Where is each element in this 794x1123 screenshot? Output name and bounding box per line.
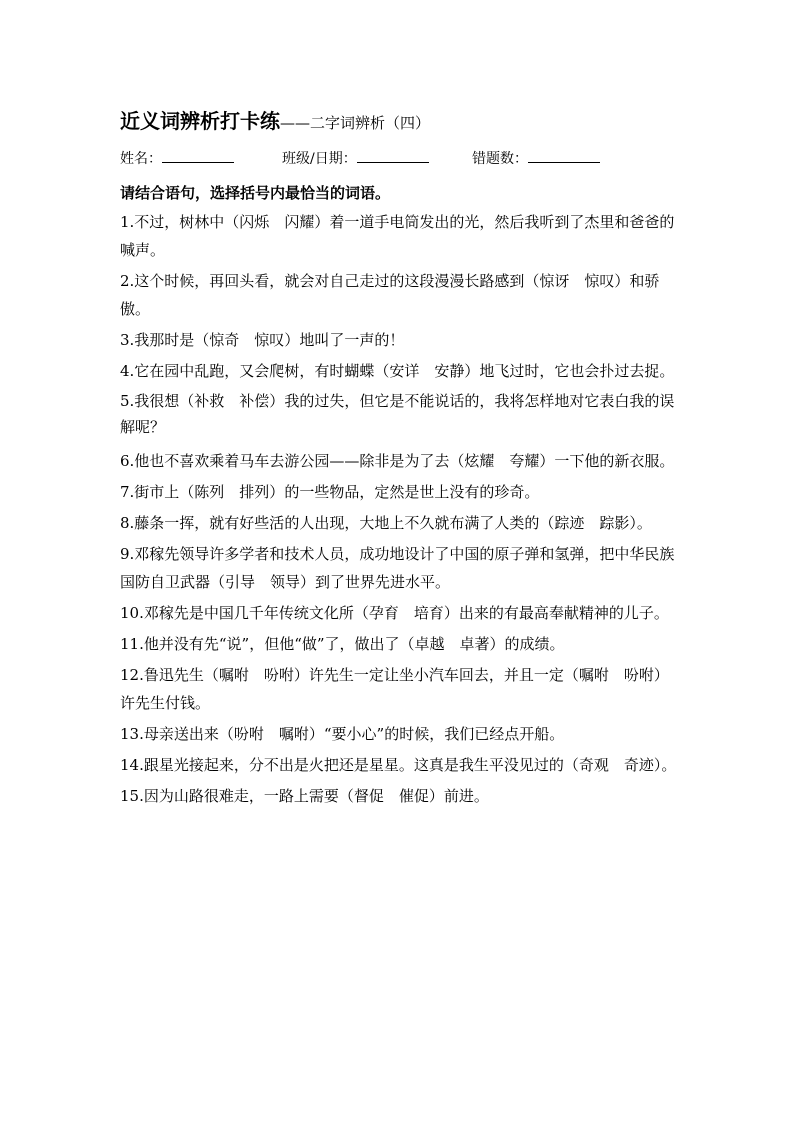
question-item: 12.鲁迅先生（嘱咐 吩咐）许先生一定让坐小汽车回去，并且一定（嘱咐 吩咐）许先生付钱。 <box>120 666 669 712</box>
question-item: 2.这个时候，再回头看，就会对自己走过的这段漫漫长路感到（惊讶 惊叹）和骄傲。 <box>120 272 660 318</box>
question-item: 6.他也不喜欢乘着马车去游公园——除非是为了去（炫耀 夸耀）一下他的新衣服。 <box>120 452 675 470</box>
instruction-text: 请结合语句，选择括号内最恰当的词语。 <box>120 184 391 202</box>
question-item: 7.街市上（陈列 排列）的一些物品，定然是世上没有的珍奇。 <box>120 483 540 501</box>
question-item: 10.邓稼先是中国几千年传统文化所（孕育 培育）出来的有最高奉献精神的儿子。 <box>120 604 669 622</box>
question-item: 13.母亲送出来（吩咐 嘱咐）“要小心”的时候，我们已经点开船。 <box>120 725 565 743</box>
title-sub: ——二字词辨析（四） <box>280 114 431 132</box>
question-item: 9.邓稼先领导许多学者和技术人员，成功地设计了中国的原子弹和氢弹，把中华民族国防自卫武器（引导 领导）到了世界先进水平。 <box>120 545 675 591</box>
question-item: 8.藤条一挥，就有好些活的人出现，大地上不久就布满了人类的（踪迹 踪影）。 <box>120 514 652 532</box>
page-title <box>120 108 680 136</box>
errors-field <box>472 148 672 169</box>
question-list <box>120 208 680 810</box>
question-item: 11.他并没有先“说”，但他“做”了，做出了（卓越 卓著）的成绩。 <box>120 635 565 653</box>
errors-blank[interactable] <box>528 148 600 163</box>
class-date-label: 班级/日期： <box>282 151 357 167</box>
name-blank[interactable] <box>162 148 234 163</box>
question-item: 14.跟星光接起来，分不出是火把还是星星。这真是我生平没见过的（奇观 奇迹）。 <box>120 756 677 774</box>
class-date-field <box>282 148 472 169</box>
question-item: 4.它在园中乱跑，又会爬树，有时蝴蝶（安详 安静）地飞过时，它也会扑过去捉。 <box>120 362 675 380</box>
name-label: 姓名： <box>120 151 162 167</box>
title-main: 近义词辨析打卡练 <box>120 109 280 133</box>
question-item: 15.因为山路很难走，一路上需要（督促 催促）前进。 <box>120 787 489 805</box>
name-field <box>120 148 282 169</box>
student-info-row <box>120 148 680 169</box>
question-item: 3.我那时是（惊奇 惊叹）地叫了一声的！ <box>120 331 405 349</box>
question-item: 1.不过，树林中（闪烁 闪耀）着一道手电筒发出的光，然后我听到了杰里和爸爸的喊声。 <box>120 213 675 259</box>
class-date-blank[interactable] <box>357 148 429 163</box>
worksheet-page <box>120 108 680 813</box>
errors-label: 错题数： <box>472 151 528 167</box>
question-item: 5.我很想（补救 补偿）我的过失，但它是不能说话的，我将怎样地对它表白我的误解呢？ <box>120 392 675 436</box>
